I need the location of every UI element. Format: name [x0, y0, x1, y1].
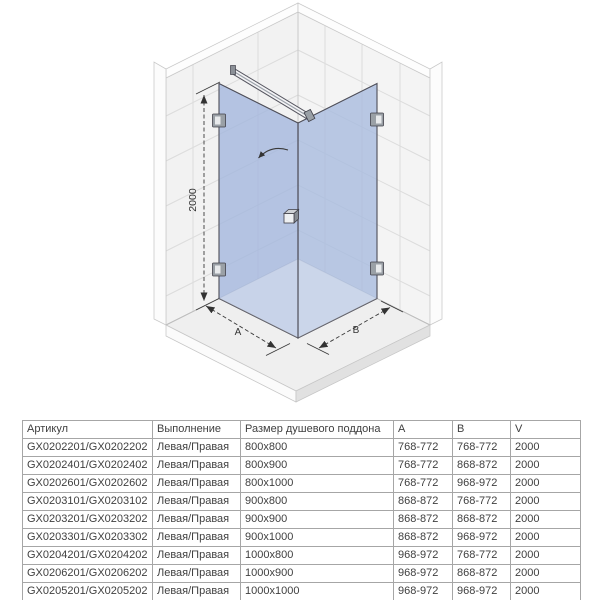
hinge-right-top [371, 113, 384, 126]
table-cell: Левая/Правая [153, 493, 241, 511]
col-header-tray-size: Размер душевого поддона [241, 421, 394, 439]
table-cell: Левая/Правая [153, 475, 241, 493]
table-cell: GX0204201/GX0204202 [23, 547, 153, 565]
table-cell: 768-772 [453, 493, 511, 511]
dimension-b-label: B [352, 325, 360, 336]
table-cell: GX0205201/GX0205202 [23, 583, 153, 600]
table-cell: Левая/Правая [153, 565, 241, 583]
table-cell: 2000 [511, 529, 581, 547]
table-row [23, 493, 581, 511]
col-header-article: Артикул [23, 421, 153, 439]
table-cell: 900x1000 [241, 529, 394, 547]
dimension-a-label: A [234, 327, 242, 338]
table-cell: GX0203101/GX0203102 [23, 493, 153, 511]
table-cell: GX0206201/GX0206202 [23, 565, 153, 583]
table-cell: Левая/Правая [153, 457, 241, 475]
col-header-b: B [453, 421, 511, 439]
table-cell: GX0202201/GX0202202 [23, 439, 153, 457]
table-cell: 2000 [511, 457, 581, 475]
table-cell: 900x800 [241, 493, 394, 511]
table-cell: 868-872 [394, 529, 453, 547]
table-cell: 2000 [511, 583, 581, 600]
table-row [23, 457, 581, 475]
hinge-left-top [213, 114, 226, 127]
table-row [23, 529, 581, 547]
table-row [23, 439, 581, 457]
table-cell: 868-872 [453, 457, 511, 475]
table-cell: Левая/Правая [153, 583, 241, 600]
bar-wall-mount [231, 66, 236, 75]
table-cell: GX0202601/GX0202602 [23, 475, 153, 493]
table-cell: 1000x900 [241, 565, 394, 583]
hinge-left-bottom [213, 263, 226, 276]
table-cell: 2000 [511, 475, 581, 493]
spec-table [22, 420, 581, 600]
table-cell: GX0203201/GX0203202 [23, 511, 153, 529]
table-cell: 800x900 [241, 457, 394, 475]
door-knob [284, 210, 299, 224]
table-cell: 868-872 [394, 493, 453, 511]
table-cell: 1000x800 [241, 547, 394, 565]
table-cell: 868-872 [394, 511, 453, 529]
table-cell: GX0202401/GX0202402 [23, 457, 153, 475]
table-cell: 768-772 [394, 475, 453, 493]
hinge-right-bottom [371, 262, 384, 275]
table-cell: GX0203301/GX0203302 [23, 529, 153, 547]
table-cell: 868-872 [453, 511, 511, 529]
table-header-row [23, 421, 581, 439]
table-cell: 768-772 [453, 439, 511, 457]
table-cell: 768-772 [394, 457, 453, 475]
table-cell: 900x900 [241, 511, 394, 529]
table-cell: 1000x1000 [241, 583, 394, 600]
table-cell: Левая/Правая [153, 439, 241, 457]
table-row [23, 475, 581, 493]
table-body [23, 439, 581, 600]
table-cell: 968-972 [394, 583, 453, 600]
dimension-height-label: 2000 [187, 188, 199, 212]
table-row [23, 583, 581, 600]
table-cell: 968-972 [453, 583, 511, 600]
table-cell: 2000 [511, 511, 581, 529]
table-cell: Левая/Правая [153, 529, 241, 547]
table-cell: 968-972 [394, 565, 453, 583]
table-cell: 2000 [511, 565, 581, 583]
table-cell: Левая/Правая [153, 547, 241, 565]
table-cell: 2000 [511, 439, 581, 457]
table-cell: 2000 [511, 547, 581, 565]
table-row [23, 511, 581, 529]
col-header-execution: Выполнение [153, 421, 241, 439]
table-cell: 800x800 [241, 439, 394, 457]
table-cell: 968-972 [453, 529, 511, 547]
spec-table-wrap [22, 420, 600, 600]
table-row [23, 547, 581, 565]
table-cell: 768-772 [394, 439, 453, 457]
col-header-v: V [511, 421, 581, 439]
table-cell: 968-972 [394, 547, 453, 565]
table-cell: 868-872 [453, 565, 511, 583]
table-cell: 2000 [511, 493, 581, 511]
table-cell: 968-972 [453, 475, 511, 493]
table-cell: 768-772 [453, 547, 511, 565]
table-cell: 800x1000 [241, 475, 394, 493]
table-cell: Левая/Правая [153, 511, 241, 529]
table-row [23, 565, 581, 583]
col-header-a: A [394, 421, 453, 439]
